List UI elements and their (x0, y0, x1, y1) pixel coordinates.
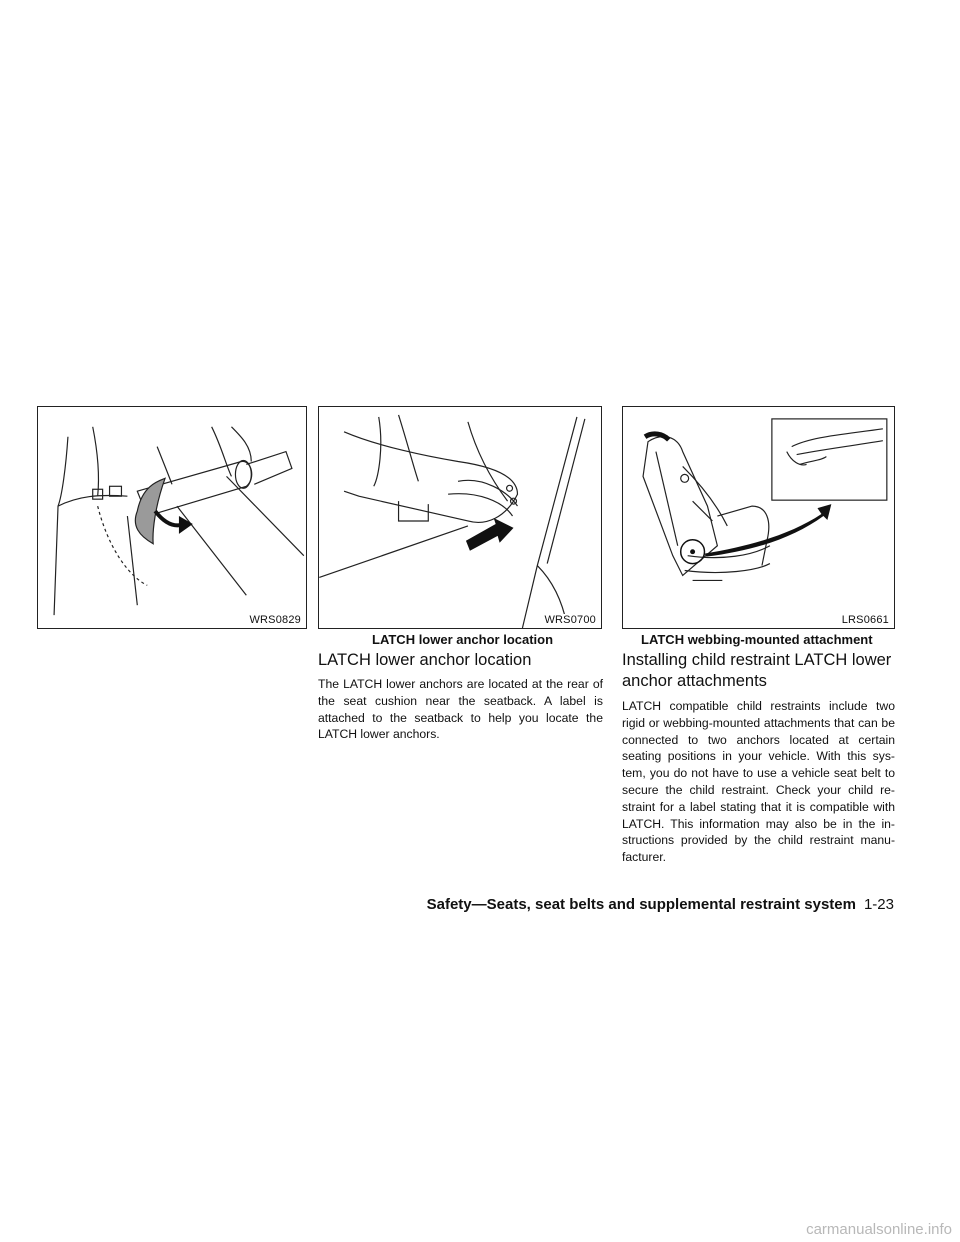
figure-caption: LATCH lower anchor location (372, 632, 554, 647)
figure-code: WRS0829 (249, 614, 301, 626)
figure-webbing-attachment (622, 406, 895, 629)
seat-label-illustration (38, 407, 306, 628)
figure-caption: LATCH webbing-mounted attachment (641, 632, 873, 647)
footer-section-title: Safety—Seats, seat belts and supplemental restraint system (426, 896, 856, 913)
figure-code: WRS0700 (544, 614, 596, 626)
watermark: carmanualsonline.info (806, 1221, 952, 1238)
page-footer (427, 896, 894, 913)
hand-locating-anchor-illustration (319, 407, 601, 628)
section-heading: Installing child restraint LATCH lower anchor attachments (622, 651, 892, 690)
figure-code: LRS0661 (841, 614, 889, 626)
section-body: LATCH compatible child restraints include two rigid or webbing-mounted attachments that can be connected to two anchors located at certain seating positions in your vehicle. With this sys- tem, you do not have to use a vehicle seat belt to secure the child restraint. Check your child re- straint for a label stating that it is compatible with LATCH. This information may also be in the in- structions provided by the child restraint manu- facturer. (622, 699, 895, 865)
page-number: 1-23 (863, 896, 894, 913)
section-heading: LATCH lower anchor location (318, 651, 532, 669)
child-restraint-illustration (623, 407, 894, 628)
figure-latch-label (37, 406, 307, 629)
figure-lower-anchor-location (318, 406, 602, 629)
section-body: The LATCH lower anchors are located at the rear of the seat cushion near the seatback. A label is attached to the seatback to help you locate the LATCH lower anchors. (318, 677, 603, 742)
